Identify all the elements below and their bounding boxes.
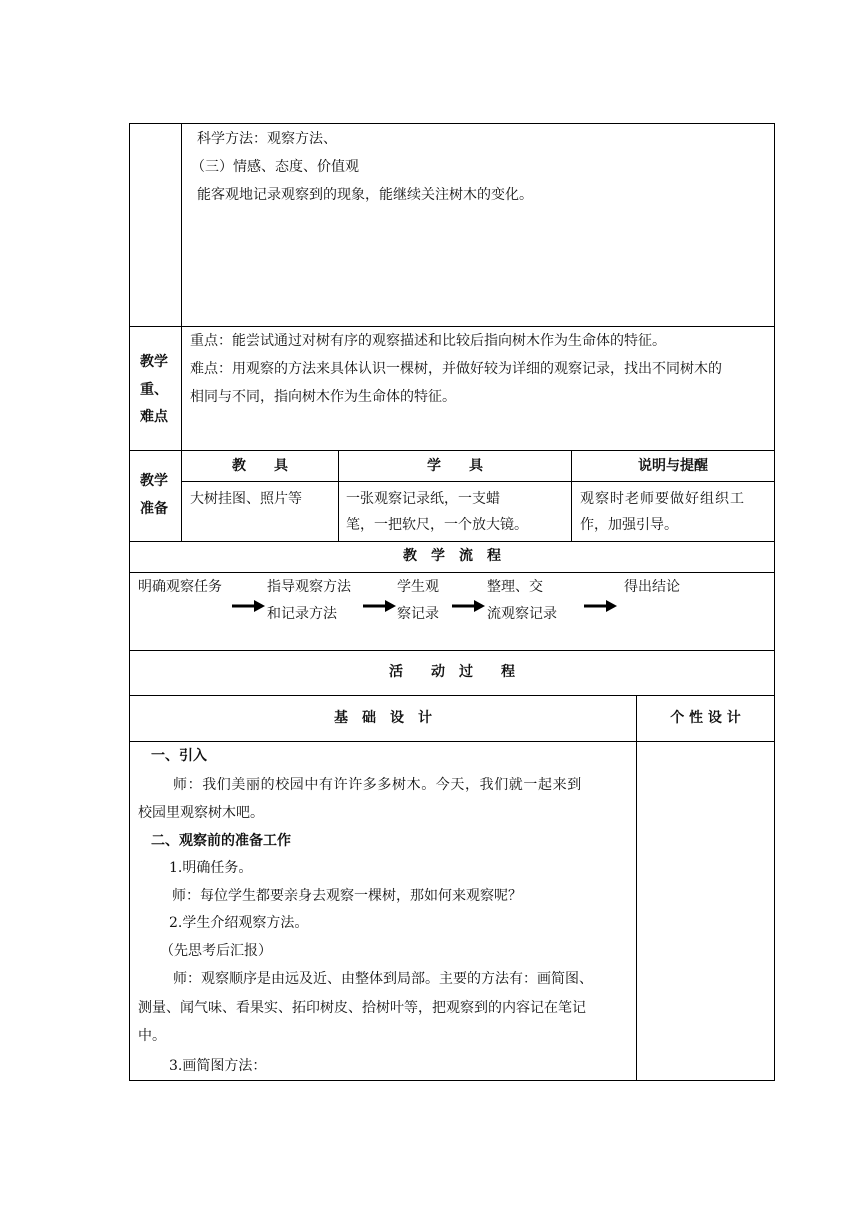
keypoint-line: 相同与不同，指向树木作为生命体的特征。 xyxy=(190,389,456,405)
prep-notes-text: 观察时老师要做好组织工 xyxy=(580,491,745,507)
arrow-right-icon xyxy=(363,599,397,613)
flow-step: 和记录方法 xyxy=(267,606,337,622)
prep-header-notes: 说明与提醒 xyxy=(638,458,708,474)
activity-title: 活 动 过 程 xyxy=(389,664,515,680)
arrow-right-icon xyxy=(232,599,266,613)
keypoints-label: 难点 xyxy=(140,409,168,425)
prep-header-student-tools: 学 具 xyxy=(427,458,483,474)
paragraph-line: 师：观察顺序是由远及近、由整体到局部。主要的方法有：画简图、 xyxy=(173,971,593,987)
prep-student-tools-text: 一张观察记录纸，一支蜡 xyxy=(346,491,500,507)
basic-design-header: 基 础 设 计 xyxy=(334,710,432,726)
label-column-divider xyxy=(181,123,182,541)
prep-header-tools: 教 具 xyxy=(232,458,288,474)
row-divider-prep xyxy=(129,450,775,451)
activity-column-divider xyxy=(636,695,637,1080)
paragraph-line: 师：我们美丽的校园中有许许多多树木。今天，我们就一起来到 xyxy=(173,777,582,793)
row-divider-content xyxy=(129,741,775,742)
flow-step: 得出结论 xyxy=(624,579,680,595)
prep-tools-text: 大树挂图、照片等 xyxy=(190,491,302,507)
prep-label: 准备 xyxy=(140,501,168,517)
prep-label: 教学 xyxy=(140,473,168,489)
row-divider-prep-header xyxy=(181,481,775,482)
row-divider-keypoints xyxy=(129,326,775,327)
table-border-top xyxy=(129,123,775,124)
table-border-bottom xyxy=(129,1080,775,1081)
prep-notes-text: 作，加强引导。 xyxy=(580,517,678,533)
row-divider-flow-title xyxy=(129,541,775,542)
section-heading: 二、观察前的准备工作 xyxy=(151,833,291,849)
flow-step: 流观察记录 xyxy=(487,606,557,622)
flow-title: 教 学 流 程 xyxy=(403,548,501,564)
list-item: 2.学生介绍观察方法。 xyxy=(169,915,309,931)
row-divider-activity xyxy=(129,650,775,651)
objective-line: （三）情感、态度、价值观 xyxy=(191,159,359,175)
keypoints-label: 教学 xyxy=(140,354,168,370)
keypoint-line: 难点：用观察的方法来具体认识一棵树，并做好较为详细的观察记录，找出不同树木的 xyxy=(190,361,722,377)
objective-line: 科学方法：观察方法、 xyxy=(197,131,337,147)
flow-step: 察记录 xyxy=(397,606,439,622)
paragraph-line: 校园里观察树木吧。 xyxy=(138,805,264,821)
row-divider-flow xyxy=(129,572,775,573)
table-border-left xyxy=(129,123,130,1080)
objective-line: 能客观地记录观察到的现象，能继续关注树木的变化。 xyxy=(197,187,533,203)
paragraph-line: 测量、闻气味、看果实、拓印树皮、拾树叶等，把观察到的内容记在笔记 xyxy=(138,1000,586,1016)
list-item: 3.画简图方法： xyxy=(169,1058,267,1074)
flow-step: 学生观 xyxy=(397,579,439,595)
paragraph-line: 师：每位学生都要亲身去观察一棵树，那如何来观察呢？ xyxy=(172,888,522,904)
flow-step: 整理、交 xyxy=(487,579,543,595)
flow-step: 指导观察方法 xyxy=(267,579,351,595)
section-heading: 一、引入 xyxy=(151,748,207,764)
arrow-right-icon xyxy=(452,599,486,613)
keypoint-line: 重点：能尝试通过对树有序的观察描述和比较后指向树木作为生命体的特征。 xyxy=(190,333,666,349)
row-divider-activity-cols xyxy=(129,695,775,696)
table-border-right xyxy=(774,123,775,1080)
paragraph-line: 中。 xyxy=(138,1028,166,1044)
personal-design-header: 个 性 设 计 xyxy=(670,710,741,726)
arrow-right-icon xyxy=(584,599,618,613)
prep-student-tools-text: 笔，一把软尺，一个放大镜。 xyxy=(346,517,528,533)
flow-step: 明确观察任务 xyxy=(138,579,222,595)
list-item: 1.明确任务。 xyxy=(169,860,253,876)
note-text: （先思考后汇报） xyxy=(160,943,272,959)
keypoints-label: 重、 xyxy=(140,382,168,398)
